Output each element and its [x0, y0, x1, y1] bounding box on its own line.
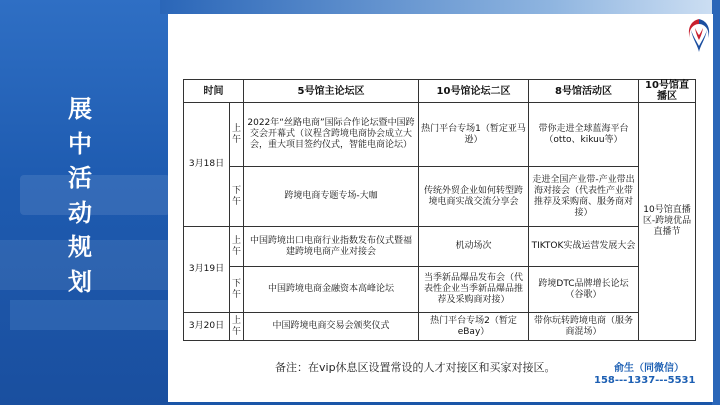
table-cell: 中国跨境出口电商行业指数发布仪式暨福建跨境电商产业对接会 — [244, 227, 419, 267]
table-row — [184, 267, 696, 313]
title-char: 动 — [68, 198, 92, 227]
table-cell: 跨境DTC品牌增长论坛（谷歌） — [529, 267, 639, 313]
table-cell: 中国跨境电商交易会颁奖仪式 — [244, 313, 419, 341]
slot-cell: 上午 — [230, 313, 244, 341]
background-banner-strip — [10, 300, 170, 330]
section-title — [60, 92, 100, 300]
table-cell: TIKTOK实战运营发展大会 — [529, 227, 639, 267]
contact-name: 俞生（同微信） — [614, 363, 684, 374]
table-cell: 中国跨境电商金融资本高峰论坛 — [244, 267, 419, 313]
slot-cell: 上午 — [230, 103, 244, 167]
slot-cell: 上午 — [230, 227, 244, 267]
schedule-table — [183, 79, 696, 341]
table-row — [184, 103, 696, 167]
header-hall10-forum: 10号馆论坛二区 — [419, 80, 529, 103]
table-cell: 热门平台专场1（暂定亚马逊） — [419, 103, 529, 167]
title-char: 规 — [68, 233, 92, 262]
right-edge-strip — [712, 0, 720, 405]
slot-cell: 下午 — [230, 167, 244, 227]
header-hall8: 8号馆活动区 — [529, 80, 639, 103]
date-cell: 3月19日 — [184, 227, 230, 313]
table-cell: 当季新品爆品发布会（代表性企业当季新品爆品推荐及采购商对接） — [419, 267, 529, 313]
contact-phone: 158---1337---5531 — [594, 375, 696, 386]
table-cell: 2022年“丝路电商”国际合作论坛暨中国跨交会开幕式（议程含跨境电商协会成立大会，重大项目签约仪式，智能电商论坛） — [244, 103, 419, 167]
header-hall5: 5号馆主论坛区 — [244, 80, 419, 103]
table-cell: 机动场次 — [419, 227, 529, 267]
header-time: 时间 — [184, 80, 244, 103]
header-hall10-live: 10号馆直播区 — [639, 80, 696, 103]
title-char: 划 — [68, 267, 92, 296]
table-row — [184, 227, 696, 267]
date-cell: 3月18日 — [184, 103, 230, 227]
table-header-row — [184, 80, 696, 103]
slot-cell: 下午 — [230, 267, 244, 313]
title-char: 活 — [68, 164, 92, 193]
live-stream-cell: 10号馆直播区-跨境优品直播节 — [639, 103, 696, 341]
footer-note: 备注：在vip休息区设置常设的人才对接区和买家对接区。 — [275, 361, 556, 374]
table-cell: 走进全国产业带-产业带出海对接会（代表性产业带推荐及采购商、服务商对接） — [529, 167, 639, 227]
top-background-strip — [160, 0, 720, 14]
table-cell: 带你玩转跨境电商（服务商混场） — [529, 313, 639, 341]
table-cell: 带你走进全球蓝海平台（otto、kikuu等） — [529, 103, 639, 167]
title-char: 展 — [68, 95, 92, 123]
table-row — [184, 167, 696, 227]
organizer-logo-icon — [684, 16, 714, 54]
table-row — [184, 313, 696, 341]
table-cell: 传统外贸企业如何转型跨境电商实战交流分享会 — [419, 167, 529, 227]
table-cell: 热门平台专场2（暂定eBay） — [419, 313, 529, 341]
date-cell: 3月20日 — [184, 313, 230, 341]
table-cell: 跨境电商专题专场-大咖 — [244, 167, 419, 227]
title-char: 中 — [68, 129, 92, 158]
